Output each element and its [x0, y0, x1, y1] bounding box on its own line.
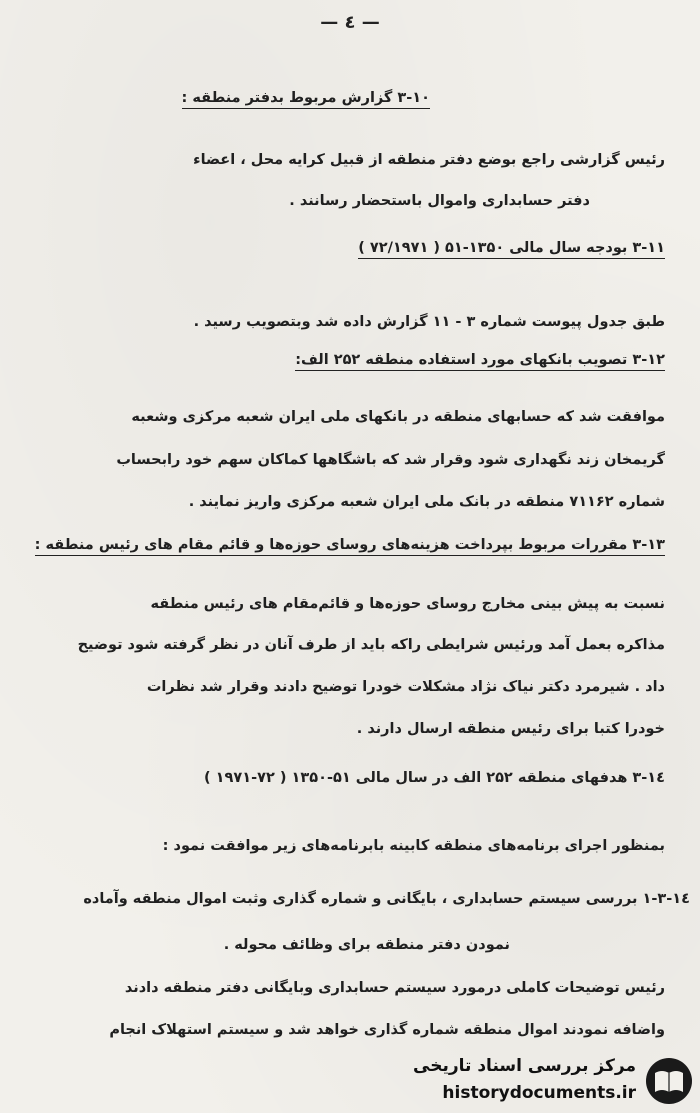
text-line: نسبت به پیش بینی مخارج روسای حوزه‌ها و قائم‌مقام های رئیس منطقه [150, 596, 665, 612]
text-line: ۳-۱٤-۱ بررسی سیستم حسابداری ، بایگانی و شماره گذاری وثبت اموال منطقه وآماده [83, 891, 690, 907]
open-book-icon [644, 1056, 694, 1106]
text-line: گریمخان زند نگهداری شود وقرار شد که باشگاهها کماکان سهم خود رابحساب [116, 452, 665, 468]
text-line: نمودن دفتر منطقه برای وظائف محوله . [223, 937, 510, 953]
text-line: داد . شیرمرد دکتر نیاک نژاد مشکلات خودرا توضیح دادند وقرار شد نظرات [146, 679, 665, 695]
watermark-logo [412, 1050, 700, 1113]
text-line: موافقت شد که حسابهای منطقه در بانکهای ملی ایران شعبه مرکزی وشعبه [131, 409, 665, 425]
text-line: ۳-۱۱ بودجه سال مالی ۱۳۵۰-۵۱ ( ۷۲/۱۹۷۱ ) [358, 240, 665, 256]
watermark-url: historydocuments.ir [442, 1083, 636, 1103]
page-number: — ٤ — [320, 12, 380, 33]
text-line: رئیس گزارشی راجع بوضع دفتر منطقه از قبیل کرایه محل ، اعضاء [193, 152, 665, 168]
text-line: ۳-۱۳ مقررات مربوط بپرداخت هزینه‌های روسای حوزه‌ها و قائم مقام های رئیس منطقه : [35, 537, 665, 553]
text-line: ۳-۱٤ هدفهای منطقه ۲۵۲ الف در سال مالی ۵۱-۱۳۵۰ ( ۷۲-۱۹۷۱ ) [203, 770, 665, 786]
text-line: ۳-۱۲ تصویب بانکهای مورد استفاده منطقه ۲۵۲ الف: [295, 352, 665, 368]
text-line: خودرا کتبا برای رئیس منطقه ارسال دارند . [356, 721, 665, 737]
text-line: ۳-۱۰ گزارش مربوط بدفتر منطقه : [182, 90, 431, 106]
watermark-title: مرکز بررسی اسناد تاریخی [413, 1056, 636, 1076]
text-line: طبق جدول پیوست شماره ۳ - ۱۱ گزارش داده شد وبتصویب رسید . [193, 314, 665, 330]
text-line: شماره ۷۱۱۶۲ منطقه در بانک ملی ایران شعبه مرکزی واریز نمایند . [188, 494, 665, 510]
text-line: واضافه نمودند اموال منطقه شماره گذاری خواهد شد و سیستم استهلاک انجام [109, 1022, 665, 1038]
text-line: رئیس توضیحات کاملی درمورد سیستم حسابداری وبایگانی دفتر منطقه دادند [124, 980, 665, 996]
text-line: دفتر حسابداری واموال باستحضار رسانند . [289, 193, 590, 209]
text-line: بمنظور اجرای برنامه‌های منطقه کابینه بابرنامه‌های زیر موافقت نمود : [162, 838, 665, 854]
text-line: مذاکره بعمل آمد ورئیس شرایطی راکه باید از طرف آنان در نظر گرفته شود توضیح [77, 637, 665, 653]
